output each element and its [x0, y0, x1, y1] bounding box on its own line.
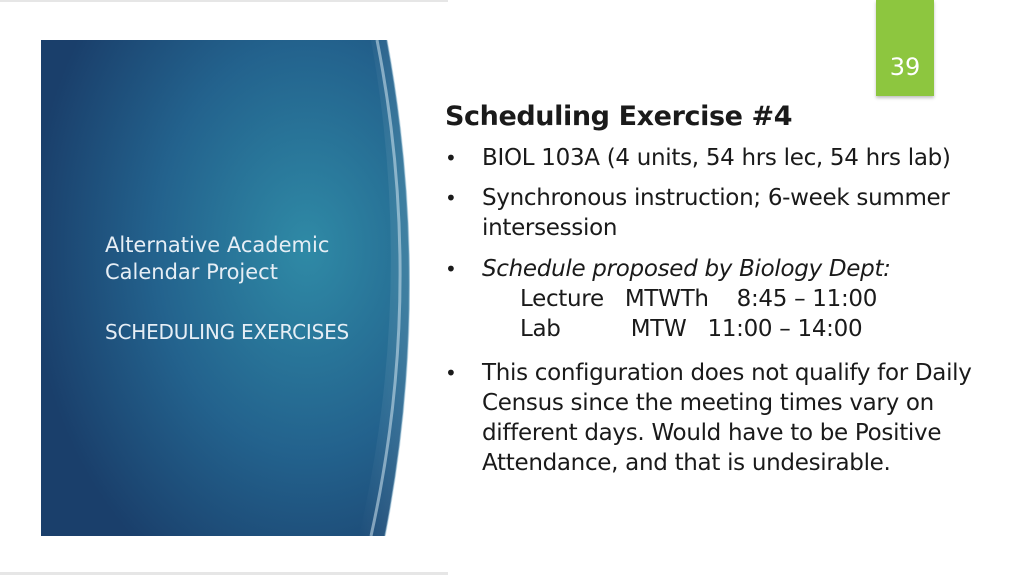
- top-divider: [0, 0, 448, 2]
- bullet-glyph: •: [445, 361, 457, 385]
- slide-number-badge: [876, 0, 934, 96]
- bullet-text-line: Census since the meeting times vary on: [482, 390, 934, 416]
- slide-heading: Scheduling Exercise #4: [445, 101, 793, 132]
- bullet-text: [482, 358, 1017, 478]
- bullet-text: [482, 183, 1017, 243]
- bullet-text-line: This configuration does not qualify for Daily: [482, 360, 972, 386]
- panel-background: [41, 40, 410, 536]
- schedule-intro: Schedule proposed by Biology Dept:: [482, 256, 891, 282]
- title-panel: [41, 40, 410, 536]
- slide-number: 39: [889, 53, 921, 81]
- bullet-text-line: different days. Would have to be Positive: [482, 420, 942, 446]
- bullet-glyph: •: [445, 146, 457, 170]
- bullet-text: [482, 254, 1017, 344]
- bullet-glyph: •: [445, 257, 457, 281]
- schedule-lab: Lab MTW 11:00 – 14:00: [520, 316, 863, 342]
- schedule-lecture: Lecture MTWTh 8:45 – 11:00: [520, 286, 878, 312]
- title-line-2: Calendar Project: [105, 260, 278, 284]
- presentation-title: [105, 232, 329, 286]
- bullet-text-line: intersession: [482, 215, 618, 241]
- bullet-text-line: Attendance, and that is undesirable.: [482, 450, 891, 476]
- title-line-1: Alternative Academic: [105, 233, 330, 257]
- bullet-glyph: •: [445, 186, 457, 210]
- bullet-text: BIOL 103A (4 units, 54 hrs lec, 54 hrs lab): [482, 145, 951, 171]
- bottom-divider: [0, 572, 448, 575]
- section-subtitle: SCHEDULING EXERCISES: [105, 320, 349, 344]
- slide-content: [445, 100, 1020, 476]
- bullet-text-line: Synchronous instruction; 6-week summer: [482, 185, 950, 211]
